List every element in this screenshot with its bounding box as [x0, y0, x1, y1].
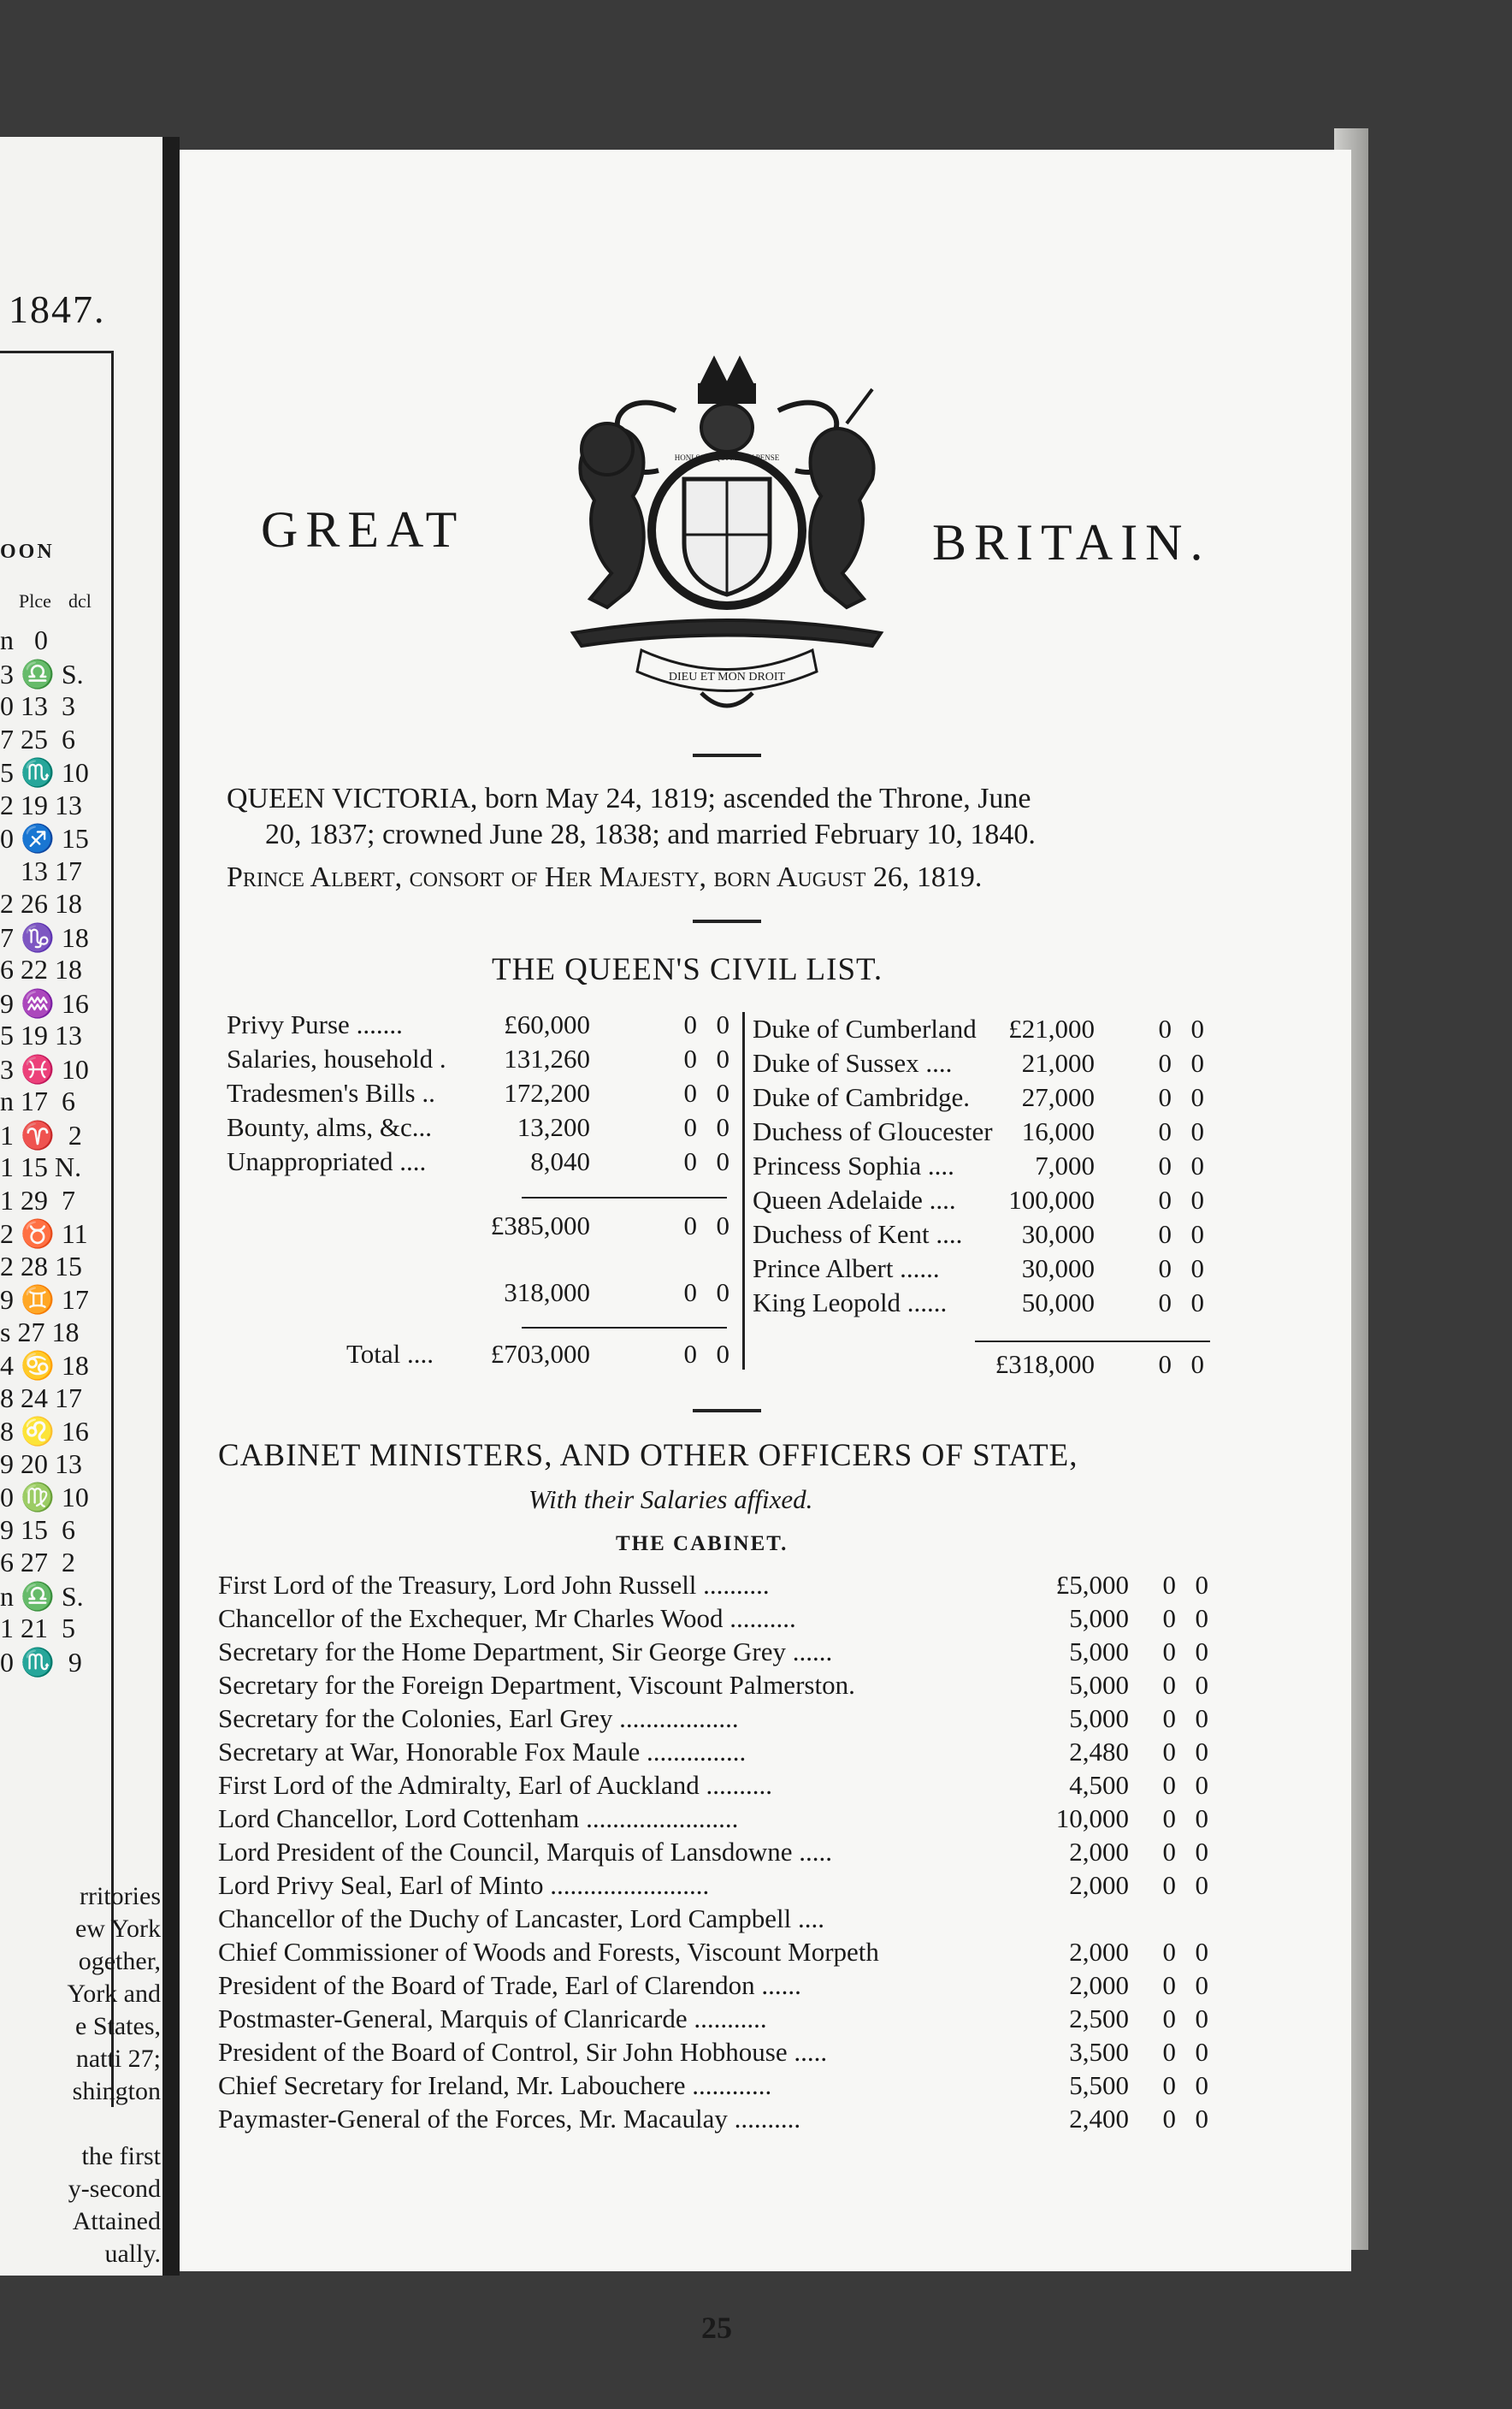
- cabinet-d: 0: [1195, 1770, 1208, 1800]
- left-page-year: 1847.: [9, 287, 106, 331]
- sum-rule: [975, 1341, 1210, 1342]
- civil-list-s: 0: [1158, 1048, 1172, 1078]
- cabinet-label: Secretary for the Foreign Department, Viscount Palmerston.: [218, 1670, 855, 1700]
- civil-list-d: 0: [1190, 1082, 1204, 1112]
- cabinet-amount: 4,500: [1069, 1770, 1129, 1800]
- cabinet-s: 0: [1162, 2104, 1176, 2134]
- moon-table-row: 1 29 7: [0, 1184, 75, 1216]
- cabinet-s: 0: [1162, 1737, 1176, 1767]
- cabinet-amount: 5,000: [1069, 1703, 1129, 1733]
- queen-line-1: QUEEN VICTORIA, born May 24, 1819; ascended the Throne, June: [227, 783, 1031, 814]
- cabinet-s: 0: [1162, 2070, 1176, 2100]
- civil-list-label: Unappropriated ....: [227, 1146, 427, 1176]
- civil-list-d: 0: [1190, 1219, 1204, 1249]
- civil-list-amount: 30,000: [1021, 1219, 1095, 1249]
- side-text-line: ew York: [74, 1915, 161, 1943]
- cabinet-s: 0: [1162, 2037, 1176, 2067]
- civil-list-amount: 8,040: [530, 1146, 590, 1176]
- cabinet-s: 0: [1162, 1570, 1176, 1600]
- civil-list-s: 0: [1158, 1116, 1172, 1146]
- civil-list-label: Salaries, household .: [227, 1044, 446, 1074]
- civil-list-d: 0: [1190, 1287, 1204, 1317]
- moon-table-row: 9 ♒ 16: [0, 987, 89, 1019]
- cabinet-d: 0: [1195, 2004, 1208, 2033]
- moon-table-row: 8 24 17: [0, 1382, 82, 1413]
- moon-table-row: 5 19 13: [0, 1020, 82, 1051]
- cabinet-d: 0: [1195, 1837, 1208, 1867]
- title-great: GREAT: [261, 501, 465, 558]
- civil-list-label: Prince Albert ......: [753, 1253, 940, 1283]
- moon-table-row: n 0: [0, 624, 48, 655]
- moon-table-row: 6 27 2: [0, 1547, 75, 1577]
- cabinet-s: 0: [1162, 1603, 1176, 1633]
- civil-list-amount: 13,200: [517, 1112, 590, 1142]
- left-page-moon-heading: OON: [0, 541, 55, 563]
- civil-list-amount: 172,200: [504, 1078, 590, 1108]
- civil-list-divider: [742, 1012, 745, 1370]
- cabinet-amount: 2,000: [1069, 1970, 1129, 2000]
- side-text-line: y-second: [68, 2175, 161, 2203]
- side-text-line: Attained: [72, 2207, 161, 2235]
- civil-list-amount: 16,000: [1021, 1116, 1095, 1146]
- cabinet-amount: 2,400: [1069, 2104, 1129, 2134]
- civil-list-s: 0: [683, 1044, 697, 1074]
- moon-table-row: n ♎ S.: [0, 1580, 84, 1612]
- civil-list-d: 0: [716, 1146, 729, 1176]
- moon-table-row: 2 26 18: [0, 888, 82, 919]
- civil-list-d: 0: [1190, 1014, 1204, 1044]
- cabinet-label: Chancellor of the Duchy of Lancaster, Lord Campbell ....: [218, 1903, 824, 1933]
- side-text-line: shington: [72, 2077, 161, 2105]
- moon-table-row: 7 25 6: [0, 723, 75, 755]
- moon-table-row: 2 ♉ 11: [0, 1218, 88, 1249]
- cabinet-amount: 5,000: [1069, 1603, 1129, 1633]
- civil-list-label: Privy Purse .......: [227, 1009, 403, 1039]
- cabinet-amount: 2,000: [1069, 1837, 1129, 1867]
- civil-list-s: 0: [1158, 1151, 1172, 1181]
- cabinet-label: Secretary for the Home Department, Sir George Grey ......: [218, 1637, 833, 1666]
- moon-table-row: 5 ♏ 10: [0, 757, 89, 788]
- moon-table-row: 3 ♓ 10: [0, 1053, 89, 1085]
- cabinet-d: 0: [1195, 1637, 1208, 1666]
- side-text-line: e States,: [75, 2012, 161, 2040]
- cabinet-amount: 3,500: [1069, 2037, 1129, 2067]
- civil-list-s: 0: [683, 1078, 697, 1108]
- divider-rule: [693, 754, 761, 757]
- civil-list-label: Duke of Cambridge.: [753, 1082, 970, 1112]
- cabinet-d: 0: [1195, 1970, 1208, 2000]
- civil-list-s: 0: [1158, 1082, 1172, 1112]
- moon-table-row: 13 17: [0, 855, 82, 886]
- civil-list-amount: 27,000: [1021, 1082, 1095, 1112]
- civil-list-amount: 30,000: [1021, 1253, 1095, 1283]
- civil-list-s: 0: [1158, 1185, 1172, 1215]
- cabinet-amount: 2,000: [1069, 1870, 1129, 1900]
- cabinet-label: President of the Board of Trade, Earl of Clarendon ......: [218, 1970, 801, 2000]
- civil-list-d: 0: [1190, 1048, 1204, 1078]
- civil-list-amount: £60,000: [504, 1009, 590, 1039]
- civil-list-label: Princess Sophia ....: [753, 1151, 954, 1181]
- cabinet-label: Lord Privy Seal, Earl of Minto ........................: [218, 1870, 710, 1900]
- civil-list-label: Bounty, alms, &c...: [227, 1112, 432, 1142]
- cabinet-s: 0: [1162, 1670, 1176, 1700]
- moon-table-row: 8 ♌ 16: [0, 1416, 89, 1447]
- cabinet-label: Secretary for the Colonies, Earl Grey ..................: [218, 1703, 739, 1733]
- moon-table-row: n 17 6: [0, 1086, 75, 1116]
- moon-table-row: 6 22 18: [0, 954, 82, 985]
- cabinet-label: Chief Commissioner of Woods and Forests, Viscount Morpeth: [218, 1937, 879, 1967]
- moon-table-row: 7 ♑ 18: [0, 921, 89, 953]
- moon-table-row: 0 ♐ 15: [0, 823, 89, 854]
- cabinet-heading: CABINET MINISTERS, AND OTHER OFFICERS OF STATE,: [218, 1438, 1078, 1473]
- cabinet-amount: 2,000: [1069, 1937, 1129, 1967]
- side-text-line: ually.: [104, 2240, 161, 2268]
- cabinet-s: 0: [1162, 1870, 1176, 1900]
- cabinet-amount: £5,000: [1055, 1570, 1129, 1600]
- civil-list-d: 0: [1190, 1151, 1204, 1181]
- cabinet-d: 0: [1195, 2104, 1208, 2134]
- side-text-line: natti 27;: [75, 2045, 161, 2073]
- civil-list-heading: THE QUEEN'S CIVIL LIST.: [492, 952, 883, 987]
- moon-table-row: 3 ♎ S.: [0, 658, 84, 690]
- civil-list-amount: £21,000: [1008, 1014, 1095, 1044]
- cabinet-subheading: With their Salaries affixed.: [529, 1484, 813, 1514]
- main-page: GREAT BRITAIN. DIEU ET MON DROIT HONI SOIT QUI MAL Y PENSE QUEEN VICTORIA, born May 24, 1819; ascended the Throne, June 20, 1837; crowned June 28, 1838; and married February 10, 1840. Prince Albert, consort of Her Majesty, born August 26, 1819. THE QUEEN'S CIVIL LIST. Privy Purse ....... £60,000 0 0 Salaries, household . 131,260 0 0 Tradesmen's Bills .. 172,200 0 0 Bounty, alms, &c... 13,200 0 0 Unappropriated .... 8,040 0 0 £385,000 0 0 318,000 0 0 Total .... £703,000 0 0 Duke of Cumberland £21,000 0 0 Duke of Sussex .... 21,000 0 0 Duke of Cambridge. 27,000 0 0 Duchess of Gloucester 16,000 0 0 Princess Sophia .... 7,000 0 0 Queen Adelaide .... 100,000 0 0 Duchess of Kent .... 30,000 0 0 Prince Albert ...... 30,000 0 0 King Leopold ...... 50,000 0 0 £318,000 0 0 CABINET MINISTERS, AND OTHER OFFICERS OF STATE, With their Salaries affixed. THE CABINET. First Lord of the Treasury, Lord John Russell .......... £5,000 0 0 Chancellor of the Exchequer, Mr Charles Wood .......... 5,000 0 0 Secretary for the Home Department, Sir George Grey ...... 5,000 0 0 Secretary for the Foreign Department, Viscount Palmerston. 5,000 0 0 Secretary for the Colonies, Earl Grey .................. 5,000 0 0 Secretary at War, Honorable Fox Maule ............... 2,480 0 0 First Lord of the Admiralty, Earl of Auckland .......... 4,500 0 0 Lord Chancellor, Lord Cottenham ....................... 10,000 0 0 Lord President of the Council, Marquis of Lansdowne ..... 2,000 0 0 Lord Privy Seal, Earl of Minto ........................ 2,000 0 0 Chancellor of the Duchy of Lancaster, Lord Campbell .... Chief Commissioner of Woods and Forests, Viscount Morpeth 2,000 0 0 President of the Board of Trade, Earl of Clarendon ...... 2,000 0 0 Postmaster-General, Marquis of Clanricarde ........... 2,500 0 0 President of the Board of Control, Sir John Hobhouse ..... 3,500 0 0 Chief Secretary for Ireland, Mr. Labouchere ............ 5,500 0 0 Paymaster-General of the Forces, Mr. Macaulay .......... 2,400 0 0 25: [180, 150, 1351, 2271]
- civil-list-label: Duchess of Kent ....: [753, 1219, 963, 1249]
- title-britain: BRITAIN.: [932, 514, 1211, 571]
- sum-rule: [522, 1327, 727, 1329]
- cabinet-label: President of the Board of Control, Sir John Hobhouse .....: [218, 2037, 828, 2067]
- moon-table-row: 9 20 13: [0, 1447, 82, 1479]
- civil-list-label: Duke of Cumberland: [753, 1014, 977, 1044]
- civil-list-s: 0: [683, 1146, 697, 1176]
- civil-list-s: 0: [683, 1009, 697, 1039]
- moon-table-row: 4 ♋ 18: [0, 1350, 89, 1381]
- cabinet-d: 0: [1195, 1937, 1208, 1967]
- book-spine: [162, 137, 180, 2276]
- moon-table-row: 2 28 15: [0, 1250, 82, 1281]
- civil-list-d: 0: [1190, 1185, 1204, 1215]
- moon-table-row: 1 ♈ 2: [0, 1119, 82, 1151]
- royal-coat-of-arms-icon: [547, 351, 907, 719]
- cabinet-s: 0: [1162, 1937, 1176, 1967]
- cabinet-label: Chancellor of the Exchequer, Mr Charles Wood ..........: [218, 1603, 796, 1633]
- civil-list-label: Duchess of Gloucester: [753, 1116, 993, 1146]
- civil-list-d: 0: [716, 1009, 729, 1039]
- civil-list-s: 0: [1158, 1219, 1172, 1249]
- cabinet-s: 0: [1162, 1970, 1176, 2000]
- civil-list-s: 0: [683, 1112, 697, 1142]
- cabinet-label: Postmaster-General, Marquis of Clanricarde ...........: [218, 2004, 767, 2033]
- cabinet-d: 0: [1195, 1603, 1208, 1633]
- cabinet-label: First Lord of the Admiralty, Earl of Auckland ..........: [218, 1770, 773, 1800]
- cabinet-label: THE CABINET.: [616, 1532, 788, 1555]
- page-number: 25: [701, 2311, 732, 2345]
- cabinet-d: 0: [1195, 2070, 1208, 2100]
- cabinet-d: 0: [1195, 1670, 1208, 1700]
- moon-table-row: 2 19 13: [0, 789, 82, 820]
- moon-table-row: 1 15 N.: [0, 1151, 82, 1182]
- civil-list-d: 0: [716, 1078, 729, 1108]
- civil-list-d: 0: [716, 1112, 729, 1142]
- civil-list-d: 0: [1190, 1116, 1204, 1146]
- moon-table-row: 1 21 5: [0, 1613, 75, 1643]
- crest-garter-text: HONI SOIT QUI MAL Y PENSE: [674, 453, 780, 462]
- side-text-line: rritories: [80, 1882, 161, 1910]
- divider-rule: [693, 920, 761, 923]
- moon-table-row: 9 ♊ 17: [0, 1284, 89, 1315]
- cabinet-label: Lord President of the Council, Marquis of Lansdowne .....: [218, 1837, 833, 1867]
- cabinet-d: 0: [1195, 1803, 1208, 1833]
- sum-rule: [522, 1197, 727, 1199]
- prince-albert-line: Prince Albert, consort of Her Majesty, born August 26, 1819.: [227, 861, 983, 893]
- queen-line-2: 20, 1837; crowned June 28, 1838; and married February 10, 1840.: [265, 819, 1036, 850]
- cabinet-s: 0: [1162, 1770, 1176, 1800]
- side-text-line: York and: [67, 1980, 161, 2008]
- civil-list-s: 0: [1158, 1253, 1172, 1283]
- cabinet-label: Paymaster-General of the Forces, Mr. Macaulay ..........: [218, 2104, 801, 2134]
- cabinet-s: 0: [1162, 1703, 1176, 1733]
- civil-list-label: Tradesmen's Bills ..: [227, 1078, 435, 1108]
- civil-list-s: 0: [1158, 1287, 1172, 1317]
- civil-list-s: 0: [1158, 1014, 1172, 1044]
- cabinet-label: First Lord of the Treasury, Lord John Russell ..........: [218, 1570, 770, 1600]
- left-page-fragment: 1847. OON Plce dcl n 0 3 ♎ S. 0 13 3 7 25 6 5 ♏ 10 2 19 13 0 ♐ 15 13 17 2 26 18 7 ♑ 18 6 22 18 9 ♒ 16 5 19 13 3 ♓ 10 n 17 6 1 ♈ 2 1 15 N. 1 29 7 2 ♉ 11 2 28 15 9 ♊ 17 s 27 18 4 ♋ 18 8 24 17 8 ♌ 16 9 20 13 0 ♍ 10 9 15 6 6 27 2 n ♎ S. 1 21 5 0 ♏ 9 rritories ew York ogether, York and e States, natti 27; shington the first y-second Attained ually.: [0, 137, 162, 2276]
- cabinet-d: 0: [1195, 1870, 1208, 1900]
- moon-table-row: 0 13 3: [0, 690, 75, 721]
- cabinet-s: 0: [1162, 1803, 1176, 1833]
- civil-list-amount: 21,000: [1021, 1048, 1095, 1078]
- civil-list-amount: 100,000: [1008, 1185, 1095, 1215]
- civil-list-amount: 7,000: [1035, 1151, 1095, 1181]
- divider-rule: [693, 1409, 761, 1412]
- side-text-line: the first: [81, 2142, 161, 2170]
- cabinet-d: 0: [1195, 1570, 1208, 1600]
- cabinet-amount: 5,000: [1069, 1670, 1129, 1700]
- moon-table-row: s 27 18: [0, 1316, 80, 1347]
- moon-table-row: 9 15 6: [0, 1513, 75, 1545]
- civil-list-label: King Leopold ......: [753, 1287, 948, 1317]
- cabinet-amount: 10,000: [1055, 1803, 1129, 1833]
- cabinet-d: 0: [1195, 1737, 1208, 1767]
- civil-list-amount: 131,260: [504, 1044, 590, 1074]
- cabinet-amount: 2,480: [1069, 1737, 1129, 1767]
- side-text-line: ogether,: [78, 1947, 161, 1975]
- cabinet-label: Lord Chancellor, Lord Cottenham .......................: [218, 1803, 739, 1833]
- civil-list-amount: 50,000: [1021, 1287, 1095, 1317]
- cabinet-d: 0: [1195, 1703, 1208, 1733]
- civil-list-d: 0: [1190, 1253, 1204, 1283]
- cabinet-amount: 2,500: [1069, 2004, 1129, 2033]
- cabinet-amount: 5,000: [1069, 1637, 1129, 1666]
- cabinet-amount: 5,500: [1069, 2070, 1129, 2100]
- cabinet-d: 0: [1195, 2037, 1208, 2067]
- cabinet-s: 0: [1162, 1637, 1176, 1666]
- cabinet-label: Chief Secretary for Ireland, Mr. Labouchere ............: [218, 2070, 772, 2100]
- civil-list-label: Duke of Sussex ....: [753, 1048, 953, 1078]
- moon-table-row: 0 ♏ 9: [0, 1646, 82, 1678]
- cabinet-label: Secretary at War, Honorable Fox Maule ...............: [218, 1737, 747, 1767]
- moon-table-row: 0 ♍ 10: [0, 1482, 89, 1512]
- civil-list-d: 0: [716, 1044, 729, 1074]
- cabinet-s: 0: [1162, 1837, 1176, 1867]
- civil-list-label: Queen Adelaide ....: [753, 1185, 956, 1215]
- cabinet-s: 0: [1162, 2004, 1176, 2033]
- crest-motto: DIEU ET MON DROIT: [668, 671, 786, 684]
